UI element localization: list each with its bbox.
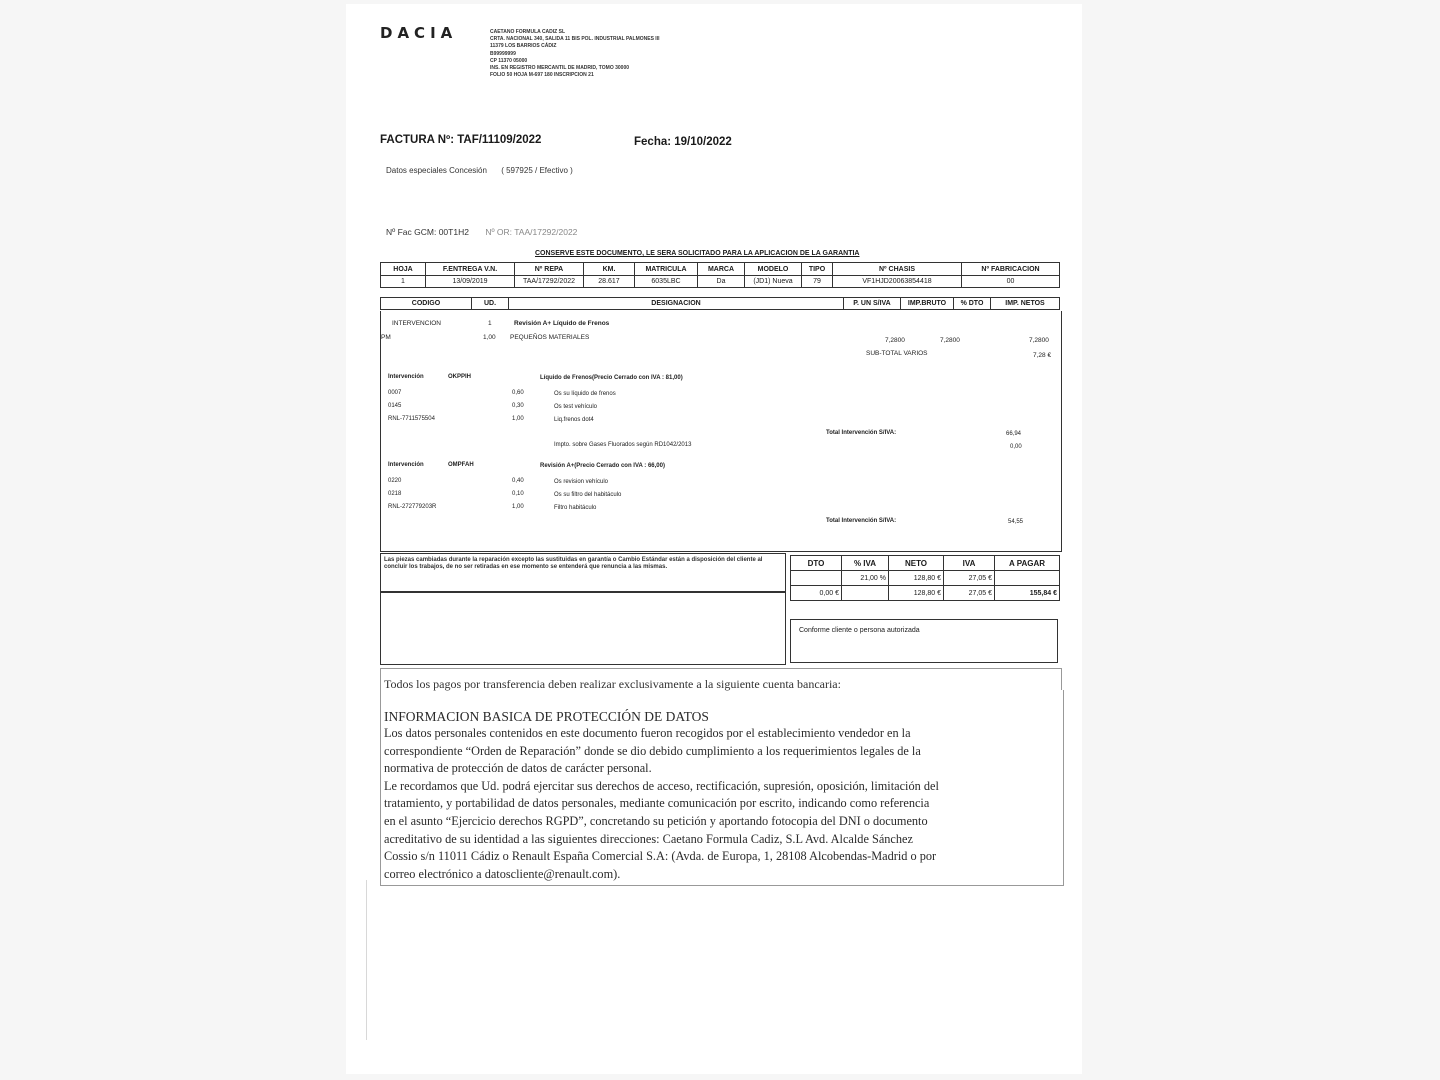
privacy-line: en el asunto “Ejercicio derechos RGPD”, concretando su petición y aportando fotocopia del DNI o documento (384, 813, 928, 828)
customer-signature-box: Conforme cliente o persona autorizada (790, 619, 1058, 663)
totals-header-cell: A PAGAR (995, 556, 1060, 571)
intervention-title: Revisión A+ Líquido de Frenos (514, 320, 610, 327)
totals-header-cell: DTO (791, 556, 842, 571)
pm-net: 7,2800 (1029, 337, 1049, 344)
int1-row-desc: Liq.frenos dot4 (554, 417, 594, 423)
pm-code: PM (381, 334, 391, 341)
int1-label: Intervención (388, 374, 424, 380)
totals-header-cell: % IVA (842, 556, 889, 571)
int2-row-code: RNL-272779203R (388, 504, 437, 510)
int2-row-code: 0218 (388, 491, 402, 497)
col-gross: IMP.BRUTO (901, 298, 954, 310)
int1-tax-value: 0,00 (1010, 444, 1022, 450)
company-line: INS. EN REGISTRO MERCANTIL DE MADRID, TOMO 30000 (490, 65, 630, 72)
totals-row (791, 571, 1060, 586)
int1-row-qty: 0,30 (512, 403, 524, 409)
intervention-label: INTERVENCION (392, 320, 441, 327)
totals-header-cell: IVA (944, 556, 995, 571)
totals-cell: 27,05 € (944, 586, 995, 601)
int2-row-desc: Os su filtro del habitáculo (554, 492, 622, 498)
special-data (386, 166, 573, 175)
company-line: CAETANO FORMULA CADIZ SL (490, 29, 565, 35)
privacy-line: normativa de protección de datos de carácter personal. (384, 761, 652, 776)
int1-total-value: 66,94 (1006, 431, 1022, 437)
int2-row-qty: 0,40 (512, 478, 524, 484)
totals-header-cell: NETO (889, 556, 944, 571)
header-cell: Nº CHASIS (833, 263, 962, 276)
vehicle-table (380, 262, 1060, 288)
privacy-line: acreditativo de su identidad a las siguientes direcciones: Caetano Formula Cadiz, S.L Avd. Alcalde Sánchez (384, 831, 913, 846)
value-cell: 00 (962, 276, 1060, 288)
int1-row-desc: Os test vehículo (554, 404, 598, 410)
col-ud: UD. (472, 298, 509, 310)
int2-title: Revisión A+(Precio Cerrado con IVA : 66,00) (540, 463, 665, 469)
parts-notice-box (380, 553, 786, 665)
totals-cell (842, 586, 889, 601)
value-cell: VF1HJD20063854418 (833, 276, 962, 288)
or-number: Nº OR: TAA/17292/2022 (485, 227, 578, 237)
pm-gross: 7,2800 (940, 337, 960, 344)
int2-code: OMPFAH (448, 462, 474, 468)
col-codigo: CODIGO (381, 298, 472, 310)
privacy-line: tratamiento, y portabilidad de datos personales, mediante comunicación por escrito, indicando como referencia (384, 796, 930, 811)
dacia-logo: DACIA (380, 24, 458, 42)
privacy-line: Los datos personales contenidos en este documento fueron recogidos por el establecimiento vendedor en la (384, 726, 911, 740)
int2-total-value: 54,55 (1008, 519, 1024, 525)
warranty-notice: CONSERVE ESTE DOCUMENTO, LE SERA SOLICITADO PARA LA APLICACION DE LA GARANTIA (535, 250, 860, 257)
totals-cell: 128,80 € (889, 571, 944, 586)
gcm-number: Nº Fac GCM: 00T1H2 (386, 227, 469, 237)
totals-row (791, 586, 1060, 601)
int1-code: OKPPIH (448, 374, 472, 380)
intervention-number: 1 (488, 320, 492, 327)
vehicle-value-row (381, 276, 1060, 288)
header-cell: Nº FABRICACION (962, 263, 1060, 276)
int2-row-qty: 1,00 (512, 504, 524, 510)
totals-cell (995, 571, 1060, 586)
header-cell: KM. (584, 263, 635, 276)
totals-cell: 21,00 % (842, 571, 889, 586)
header-cell: Nº REPA (515, 263, 584, 276)
special-value: ( 597925 / Efectivo ) (501, 166, 573, 175)
privacy-line: Cossio s/n 11011 Cádiz o Renault España Comercial S.A: (Avda. de Europa, 1, 28108 Alcobendas-Madrid o por (384, 849, 937, 864)
totals-cell (791, 571, 842, 586)
int2-row-desc: Filtro habitáculo (554, 505, 597, 511)
company-line: B99999999 (490, 50, 516, 57)
value-cell: Da (698, 276, 745, 288)
totals-table (790, 555, 1060, 601)
privacy-section (380, 690, 1064, 886)
int2-row-code: 0220 (388, 478, 402, 484)
company-line: 11379 LOS BARRIOS CÁDIZ (490, 43, 557, 50)
special-label: Datos especiales Concesión (386, 166, 487, 175)
col-discount: % DTO (954, 298, 991, 310)
int2-total-label: Total Intervención S/IVA: (826, 518, 897, 524)
header-cell: MATRICULA (635, 263, 698, 276)
int2-row-qty: 0,10 (512, 491, 524, 497)
col-unit-price: P. UN S/IVA (844, 298, 901, 310)
privacy-line: correspondiente “Orden de Reparación” donde se dio debido cumplimiento a los requerimientos legales de la (384, 743, 921, 758)
privacy-line: correo electrónico a datoscliente@renault.com). (384, 866, 621, 881)
int1-title: Líquido de Frenos(Precio Cerrado con IVA : 81,00) (540, 375, 683, 381)
int1-row-desc: Os su líquido de frenos (554, 391, 616, 397)
parts-notice-text: Las piezas cambiadas durante la reparación excepto las sustituidas en garantía o Cambio Estándar están a disposición del cliente al concluir los trabajos, de no ser retiradas en ese momento se entenderá que renuncia a las mismas. (381, 554, 785, 593)
int2-row-desc: Os revision vehículo (554, 479, 609, 485)
subtotal-value: 7,28 € (1033, 352, 1052, 359)
value-cell: 28.617 (584, 276, 635, 288)
privacy-line: Le recordamos que Ud. podrá ejercitar sus derechos de acceso, rectificación, supresión, oposición, limitación del (384, 778, 939, 793)
company-line: FOLIO 50 HOJA M-697 180 INSCRIPCION 21 (490, 72, 594, 79)
int1-row-code: RNL-7711575504 (388, 416, 435, 422)
company-address-block (490, 29, 659, 79)
value-cell: 1 (381, 276, 426, 288)
totals-cell: 27,05 € (944, 571, 995, 586)
items-body (380, 311, 1062, 552)
pm-unit-price: 7,2800 (885, 337, 905, 344)
header-cell: TIPO (802, 263, 833, 276)
invoice-date: Fecha: 19/10/2022 (634, 136, 732, 148)
int1-row-qty: 1,00 (512, 416, 524, 422)
bank-transfer-notice: Todos los pagos por transferencia deben realizar exclusivamente a la siguiente cuenta bancaria: (380, 668, 1062, 690)
int2-label: Intervención (388, 462, 424, 468)
col-net: IMP. NETOS (991, 298, 1060, 310)
invoice-number: FACTURA Nº: TAF/11109/2022 (380, 134, 542, 146)
value-cell: 79 (802, 276, 833, 288)
reference-numbers (386, 227, 577, 237)
value-cell: 13/09/2019 (426, 276, 515, 288)
privacy-title: INFORMACION BASICA DE PROTECCIÓN DE DATOS (384, 709, 709, 724)
pm-desc: PEQUEÑOS MATERIALES (510, 334, 590, 341)
int1-tax-label: Impto. sobre Gases Fluorados según RD1042/2013 (554, 442, 692, 448)
totals-cell: 0,00 € (791, 586, 842, 601)
header-cell: MARCA (698, 263, 745, 276)
company-line: CP 11370 05000 (490, 57, 528, 64)
value-cell: (JD1) Nueva (745, 276, 802, 288)
subtotal-label: SUB-TOTAL VARIOS (866, 350, 928, 357)
header-cell: MODELO (745, 263, 802, 276)
total-to-pay: 155,84 € (995, 586, 1060, 601)
col-designacion: DESIGNACION (509, 298, 844, 310)
totals-header-row (791, 556, 1060, 571)
header-cell: HOJA (381, 263, 426, 276)
int1-row-code: 0145 (388, 403, 402, 409)
int1-row-qty: 0,60 (512, 390, 524, 396)
value-cell: 6035LBC (635, 276, 698, 288)
totals-cell: 128,80 € (889, 586, 944, 601)
value-cell: TAA/17292/2022 (515, 276, 584, 288)
int1-total-label: Total Intervención S/IVA: (826, 430, 897, 436)
header-cell: F.ENTREGA V.N. (426, 263, 515, 276)
pm-qty: 1,00 (483, 334, 496, 341)
items-column-headers (380, 297, 1060, 310)
int1-row-code: 0007 (388, 390, 402, 396)
company-line: CRTA. NACIONAL 340, SALIDA 11 BIS POL. INDUSTRIAL PALMONES III (490, 36, 660, 43)
page-edge-line (366, 880, 367, 1040)
column-header-row (381, 298, 1060, 310)
vehicle-header-row (381, 263, 1060, 276)
